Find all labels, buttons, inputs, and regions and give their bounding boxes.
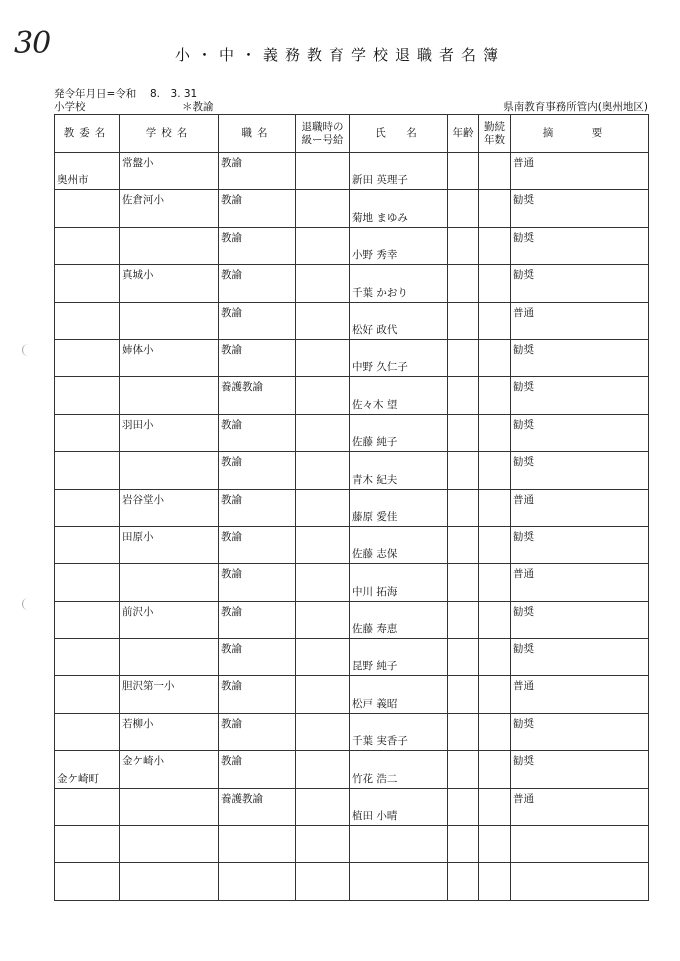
years-cell [479, 713, 511, 750]
header-position: 職名 [219, 115, 296, 153]
name-text: 中川 拓海 [352, 585, 398, 598]
position-cell [219, 751, 296, 788]
grade-cell [296, 414, 350, 451]
name-text: 千葉 かおり [352, 286, 408, 299]
position-text: 教諭 [221, 717, 242, 730]
board-cell [55, 377, 120, 414]
name-cell [350, 639, 448, 676]
age-cell [448, 601, 479, 638]
grade-cell [296, 190, 350, 227]
school-cell [120, 190, 219, 227]
remarks-text: 勧奨 [513, 530, 534, 543]
name-text: 新田 英理子 [352, 174, 408, 187]
header-grade-line1: 退職時の [301, 120, 344, 133]
board-cell [55, 713, 120, 750]
position-text: 教諭 [221, 680, 242, 693]
name-cell [350, 863, 448, 900]
name-cell [350, 826, 448, 863]
board-cell [55, 676, 120, 713]
name-text: 佐々木 望 [352, 398, 398, 411]
years-cell [479, 377, 511, 414]
position-cell [219, 265, 296, 302]
position-text: 教諭 [221, 231, 242, 244]
school-text: 田原小 [122, 530, 154, 543]
position-text: 教諭 [221, 306, 242, 319]
remarks-cell [511, 564, 649, 601]
remarks-cell [511, 339, 649, 376]
board-cell [55, 452, 120, 489]
years-cell [479, 639, 511, 676]
years-cell [479, 339, 511, 376]
grade-cell [296, 863, 350, 900]
name-cell [350, 452, 448, 489]
school-cell [120, 302, 219, 339]
name-text: 竹花 浩二 [352, 772, 398, 785]
age-cell [448, 526, 479, 563]
position-cell [219, 601, 296, 638]
remarks-cell [511, 676, 649, 713]
name-cell [350, 564, 448, 601]
name-text: 昆野 純子 [352, 660, 398, 673]
table-row [55, 788, 649, 825]
name-text: 佐藤 志保 [352, 548, 398, 561]
issue-date-label: 発令年月日=令和 [54, 88, 137, 100]
table-row [55, 751, 649, 788]
name-cell [350, 676, 448, 713]
years-cell [479, 227, 511, 264]
name-text: 松戸 義昭 [352, 697, 398, 710]
age-cell [448, 452, 479, 489]
header-school: 学校名 [120, 115, 219, 153]
grade-cell [296, 265, 350, 302]
scan-edge-mark [22, 344, 29, 356]
years-cell [479, 190, 511, 227]
remarks-cell [511, 227, 649, 264]
position-text: 教諭 [221, 755, 242, 768]
header-remarks: 摘 要 [511, 115, 649, 153]
position-cell [219, 377, 296, 414]
school-cell [120, 414, 219, 451]
remarks-text: 勧奨 [513, 717, 534, 730]
remarks-cell [511, 639, 649, 676]
name-cell [350, 751, 448, 788]
remarks-text: 勧奨 [513, 381, 534, 394]
grade-cell [296, 788, 350, 825]
name-text: 千葉 実香子 [352, 735, 408, 748]
table-row [55, 826, 649, 863]
remarks-cell [511, 788, 649, 825]
board-text: 奥州市 [57, 174, 89, 187]
name-cell [350, 302, 448, 339]
age-cell [448, 639, 479, 676]
table-row [55, 676, 649, 713]
header-years-line1: 勤続 [484, 120, 505, 133]
position-cell [219, 339, 296, 376]
position-cell [219, 190, 296, 227]
table-row [55, 489, 649, 526]
school-cell [120, 601, 219, 638]
age-cell [448, 377, 479, 414]
remarks-cell [511, 414, 649, 451]
age-cell [448, 713, 479, 750]
remarks-text: 普通 [513, 493, 534, 506]
age-cell [448, 265, 479, 302]
board-cell [55, 339, 120, 376]
board-cell [55, 639, 120, 676]
name-text: 佐藤 純子 [352, 436, 398, 449]
remarks-cell [511, 153, 649, 190]
position-cell [219, 676, 296, 713]
remarks-text: 勧奨 [513, 231, 534, 244]
name-cell [350, 414, 448, 451]
name-text: 植田 小晴 [352, 810, 398, 823]
years-cell [479, 601, 511, 638]
table-row [55, 863, 649, 900]
board-cell [55, 863, 120, 900]
years-cell [479, 452, 511, 489]
remarks-text: 普通 [513, 157, 534, 169]
years-cell [479, 265, 511, 302]
school-text: 金ケ崎小 [122, 755, 164, 768]
years-cell [479, 153, 511, 190]
name-text: 藤原 愛佳 [352, 510, 398, 523]
grade-cell [296, 153, 350, 190]
remarks-text: 普通 [513, 568, 534, 581]
position-cell [219, 452, 296, 489]
remarks-cell [511, 601, 649, 638]
board-cell [55, 153, 120, 190]
grade-cell [296, 751, 350, 788]
school-cell [120, 564, 219, 601]
school-cell [120, 265, 219, 302]
remarks-text: 勧奨 [513, 269, 534, 282]
grade-cell [296, 452, 350, 489]
remarks-text: 普通 [513, 306, 534, 319]
grade-cell [296, 639, 350, 676]
board-cell [55, 788, 120, 825]
position-text: 教諭 [221, 493, 242, 506]
header-age: 年齢 [448, 115, 479, 153]
grade-cell [296, 302, 350, 339]
office-name: 県南教育事務所管内(奥州地区) [503, 101, 648, 113]
age-cell [448, 414, 479, 451]
years-cell [479, 863, 511, 900]
position-text: 教諭 [221, 194, 242, 207]
position-cell [219, 564, 296, 601]
grade-cell [296, 713, 350, 750]
school-text: 姉体小 [122, 343, 154, 356]
table-row [55, 526, 649, 563]
remarks-cell [511, 713, 649, 750]
remarks-cell [511, 863, 649, 900]
header-years-line2: 年数 [484, 133, 505, 146]
grade-cell [296, 564, 350, 601]
years-cell [479, 676, 511, 713]
position-text: 養護教諭 [221, 792, 263, 805]
remarks-text: 普通 [513, 792, 534, 805]
school-text: 岩谷堂小 [122, 493, 164, 506]
table-header-row [55, 115, 649, 153]
position-filter: ＊教諭 [182, 101, 214, 113]
board-cell [55, 526, 120, 563]
remarks-cell [511, 526, 649, 563]
position-text: 教諭 [221, 568, 242, 581]
board-cell [55, 826, 120, 863]
table-row [55, 265, 649, 302]
remarks-text: 勧奨 [513, 456, 534, 469]
grade-cell [296, 526, 350, 563]
board-cell [55, 227, 120, 264]
name-text: 菊地 まゆみ [352, 211, 408, 224]
school-text: 真城小 [122, 269, 154, 282]
table-row [55, 153, 649, 190]
table-row [55, 190, 649, 227]
table-row [55, 452, 649, 489]
age-cell [448, 153, 479, 190]
school-cell [120, 676, 219, 713]
years-cell [479, 526, 511, 563]
grade-cell [296, 377, 350, 414]
age-cell [448, 863, 479, 900]
position-text: 教諭 [221, 418, 242, 431]
table-row [55, 377, 649, 414]
years-cell [479, 302, 511, 339]
header-grade-line2: 級ー号給 [301, 133, 344, 146]
table-row [55, 414, 649, 451]
board-cell [55, 489, 120, 526]
name-cell [350, 377, 448, 414]
name-text: 松好 政代 [352, 323, 398, 336]
position-cell [219, 489, 296, 526]
school-cell [120, 377, 219, 414]
remarks-text: 勧奨 [513, 755, 534, 768]
remarks-text: 勧奨 [513, 605, 534, 618]
position-cell [219, 713, 296, 750]
years-cell [479, 788, 511, 825]
position-text: 教諭 [221, 643, 242, 656]
years-cell [479, 489, 511, 526]
school-cell [120, 863, 219, 900]
board-text: 金ケ崎町 [57, 772, 99, 785]
age-cell [448, 676, 479, 713]
age-cell [448, 190, 479, 227]
position-cell [219, 788, 296, 825]
name-text: 青木 紀夫 [352, 473, 398, 486]
school-cell [120, 826, 219, 863]
header-board: 教委名 [55, 115, 120, 153]
school-text: 羽田小 [122, 418, 154, 431]
position-cell [219, 227, 296, 264]
school-text: 若柳小 [122, 717, 154, 730]
table-row [55, 564, 649, 601]
school-text: 胆沢第一小 [122, 680, 175, 693]
board-cell [55, 601, 120, 638]
remarks-text: 勧奨 [513, 343, 534, 356]
grade-cell [296, 601, 350, 638]
position-text: 教諭 [221, 456, 242, 469]
remarks-text: 勧奨 [513, 418, 534, 431]
position-text: 教諭 [221, 343, 242, 356]
years-cell [479, 826, 511, 863]
name-cell [350, 265, 448, 302]
age-cell [448, 339, 479, 376]
remarks-text: 勧奨 [513, 643, 534, 656]
header-grade [296, 115, 350, 153]
age-cell [448, 564, 479, 601]
name-cell [350, 489, 448, 526]
table-row [55, 639, 649, 676]
position-cell [219, 414, 296, 451]
issue-date-value: 8. 3. 31 [150, 88, 198, 100]
table-row [55, 339, 649, 376]
school-cell [120, 452, 219, 489]
school-cell [120, 713, 219, 750]
position-cell [219, 639, 296, 676]
age-cell [448, 788, 479, 825]
age-cell [448, 826, 479, 863]
school-cell [120, 227, 219, 264]
name-cell [350, 227, 448, 264]
age-cell [448, 489, 479, 526]
age-cell [448, 751, 479, 788]
position-text: 養護教諭 [221, 381, 263, 394]
name-text: 中野 久仁子 [352, 361, 408, 374]
scan-edge-mark [22, 598, 29, 610]
name-text: 佐藤 寿恵 [352, 623, 398, 636]
position-cell [219, 863, 296, 900]
table-row [55, 601, 649, 638]
name-cell [350, 339, 448, 376]
school-cell [120, 751, 219, 788]
header-years [479, 115, 511, 153]
school-type: 小学校 [54, 101, 86, 113]
name-cell [350, 601, 448, 638]
years-cell [479, 414, 511, 451]
position-text: 教諭 [221, 530, 242, 543]
remarks-text: 普通 [513, 680, 534, 693]
school-cell [120, 639, 219, 676]
school-cell [120, 489, 219, 526]
school-cell [120, 526, 219, 563]
position-cell [219, 302, 296, 339]
table-row [55, 227, 649, 264]
school-cell [120, 788, 219, 825]
board-cell [55, 265, 120, 302]
school-text: 佐倉河小 [122, 194, 164, 207]
name-text: 小野 秀幸 [352, 249, 398, 262]
name-cell [350, 153, 448, 190]
grade-cell [296, 676, 350, 713]
name-cell [350, 526, 448, 563]
header-name: 氏 名 [350, 115, 448, 153]
age-cell [448, 302, 479, 339]
remarks-cell [511, 377, 649, 414]
remarks-cell [511, 190, 649, 227]
position-cell [219, 826, 296, 863]
board-cell [55, 190, 120, 227]
retiree-table [54, 114, 649, 901]
grade-cell [296, 489, 350, 526]
grade-cell [296, 826, 350, 863]
remarks-cell [511, 489, 649, 526]
years-cell [479, 751, 511, 788]
school-cell [120, 339, 219, 376]
remarks-cell [511, 265, 649, 302]
board-cell [55, 751, 120, 788]
grade-cell [296, 339, 350, 376]
grade-cell [296, 227, 350, 264]
table-row [55, 302, 649, 339]
name-cell [350, 788, 448, 825]
position-text: 教諭 [221, 605, 242, 618]
years-cell [479, 564, 511, 601]
school-cell [120, 153, 219, 190]
school-text: 前沢小 [122, 605, 154, 618]
table-row [55, 713, 649, 750]
board-cell [55, 414, 120, 451]
remarks-text: 勧奨 [513, 194, 534, 207]
position-cell [219, 153, 296, 190]
position-cell [219, 526, 296, 563]
remarks-cell [511, 751, 649, 788]
page-number-handwritten: 30 [14, 26, 51, 61]
board-cell [55, 564, 120, 601]
age-cell [448, 227, 479, 264]
remarks-cell [511, 302, 649, 339]
remarks-cell [511, 826, 649, 863]
page-title: 小・中・義務教育学校退職者名簿 [174, 46, 505, 64]
position-text: 教諭 [221, 269, 242, 282]
name-cell [350, 713, 448, 750]
school-text: 常盤小 [122, 157, 154, 169]
position-text: 教諭 [221, 157, 242, 169]
board-cell [55, 302, 120, 339]
name-cell [350, 190, 448, 227]
remarks-cell [511, 452, 649, 489]
